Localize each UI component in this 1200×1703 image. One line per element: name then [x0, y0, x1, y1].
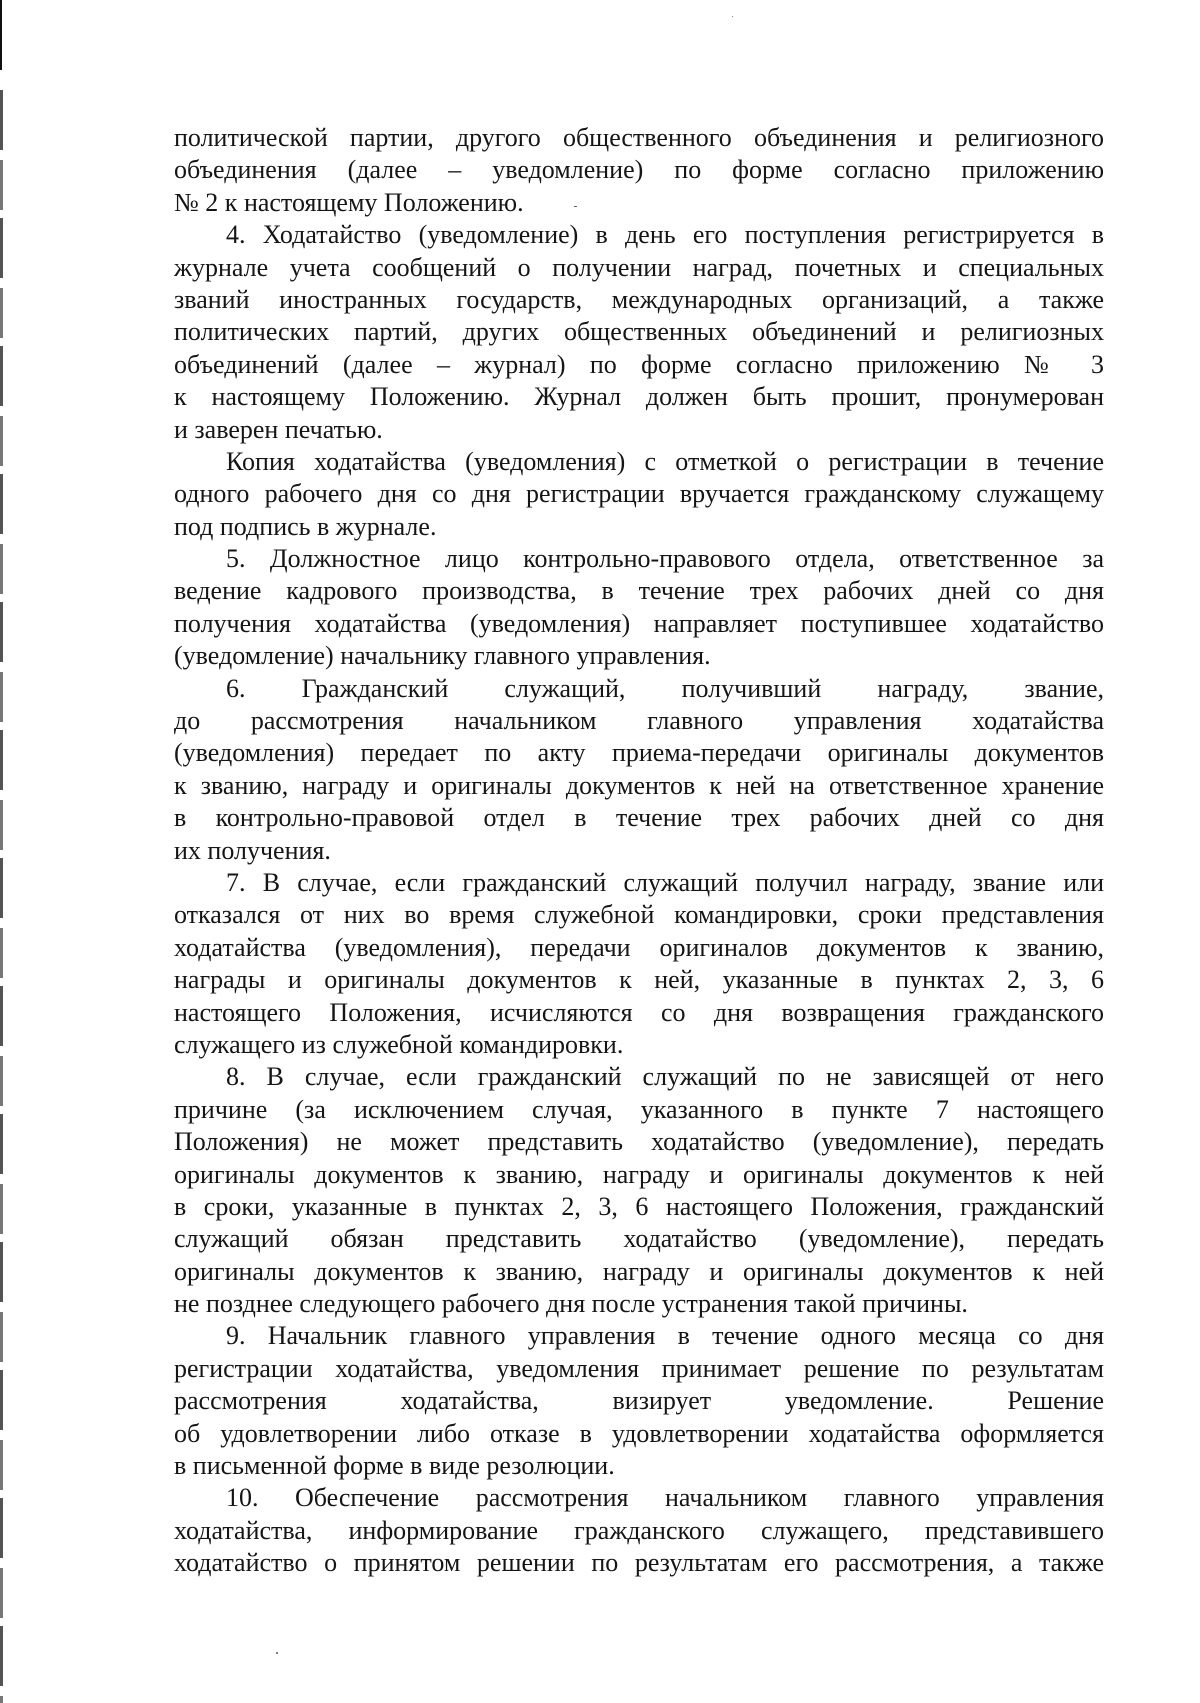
text-line: оригиналы документов к званию, награду и оригиналы документов к ней: [174, 1159, 1104, 1189]
text-line: объединений (далее – журнал) по форме согласно приложению № 3: [174, 349, 1104, 379]
text-line: Копия ходатайства (уведомления) с отметкой о регистрации в течение: [226, 446, 1104, 476]
scan-binding-edge: [0, 90, 3, 1703]
scan-binding-edge-top: [0, 0, 2, 70]
text-line: в контрольно-правовой отдел в течение трех рабочих дней со дня: [174, 803, 1104, 833]
text-line: политических партий, других общественных объединений и религиозных: [174, 317, 1104, 347]
text-line: в письменной форме в виде резолюции.: [174, 1451, 615, 1481]
scan-speck: [732, 16, 733, 17]
text-line: 10. Обеспечение рассмотрения начальником главного управления: [226, 1483, 1104, 1513]
text-line: (уведомление) начальнику главного управления.: [174, 641, 711, 671]
text-line: к званию, награду и оригиналы документов к ней на ответственное хранение: [174, 770, 1104, 800]
text-line: № 2 к настоящему Положению.: [174, 187, 524, 217]
text-line: (уведомления) передает по акту приема-передачи оригиналы документов: [174, 738, 1104, 768]
text-line: в сроки, указанные в пунктах 2, 3, 6 настоящего Положения, гражданский: [174, 1191, 1104, 1221]
text-line: политической партии, другого общественного объединения и религиозного: [174, 123, 1104, 152]
paragraph: [174, 673, 1104, 867]
text-line: рассмотрения ходатайства, визирует уведомление. Решение: [174, 1386, 1104, 1416]
text-line: 5. Должностное лицо контрольно-правового отдела, ответственное за: [226, 544, 1104, 574]
text-line: оригиналы документов к званию, награду и оригиналы документов к ней: [174, 1256, 1104, 1286]
text-line: об удовлетворении либо отказе в удовлетворении ходатайства оформляется: [174, 1418, 1104, 1448]
paragraph: [174, 219, 1104, 446]
text-line: причине (за исключением случая, указанного в пункте 7 настоящего: [174, 1094, 1104, 1124]
text-line: 9. Начальник главного управления в течение одного месяца со дня: [226, 1321, 1104, 1351]
text-line: одного рабочего дня со дня регистрации вручается гражданскому служащему: [174, 479, 1104, 509]
text-line: ходатайства (уведомления), передачи оригиналов документов к званию,: [174, 932, 1104, 962]
text-line: званий иностранных государств, международных организаций, а также: [174, 284, 1104, 314]
paragraph: [174, 1061, 1104, 1320]
paragraph: [174, 1482, 1104, 1579]
text-line: 8. В случае, если гражданский служащий по не зависящей от него: [226, 1062, 1104, 1092]
text-line: ходатайство о принятом решении по результатам его рассмотрения, а также: [174, 1548, 1104, 1578]
document-body: [174, 122, 1104, 1580]
text-line: награды и оригиналы документов к ней, указанные в пунктах 2, 3, 6: [174, 965, 1104, 995]
text-line: 7. В случае, если гражданский служащий получил награду, звание или: [226, 867, 1104, 897]
text-line: настоящего Положения, исчисляются со дня возвращения гражданского: [174, 997, 1104, 1027]
text-line: 4. Ходатайство (уведомление) в день его поступления регистрируется в: [226, 220, 1104, 250]
text-line: 6. Гражданский служащий, получивший награду, звание,: [226, 673, 1104, 703]
text-line: не позднее следующего рабочего дня после устранения такой причины.: [174, 1289, 968, 1319]
text-line: ведение кадрового производства, в течение трех рабочих дней со дня: [174, 576, 1104, 606]
text-line: получения ходатайства (уведомления) направляет поступившее ходатайство: [174, 608, 1104, 638]
text-line: их получения.: [174, 835, 331, 865]
text-line: отказался от них во время служебной командировки, сроки представления: [174, 900, 1104, 930]
text-line: до рассмотрения начальником главного управления ходатайства: [174, 706, 1104, 736]
text-line: журнале учета сообщений о получении наград, почетных и специальных: [174, 252, 1104, 282]
text-line: объединения (далее – уведомление) по форме согласно приложению: [174, 155, 1104, 185]
text-line: Положения) не может представить ходатайство (уведомление), передать: [174, 1127, 1104, 1157]
paragraph: [174, 867, 1104, 1061]
scan-speck: [276, 1652, 278, 1654]
text-line: регистрации ходатайства, уведомления принимает решение по результатам: [174, 1353, 1104, 1383]
text-line: служащего из служебной командировки.: [174, 1029, 624, 1059]
text-line: служащий обязан представить ходатайство (уведомление), передать: [174, 1224, 1104, 1254]
paragraph: [174, 1320, 1104, 1482]
text-line: и заверен печатью.: [174, 414, 383, 444]
text-line: ходатайства, информирование гражданского служащего, представившего: [174, 1515, 1104, 1545]
paragraph: [174, 543, 1104, 673]
paragraph: [174, 446, 1104, 543]
paragraph: [174, 122, 1104, 219]
text-line: к настоящему Положению. Журнал должен быть прошит, пронумерован: [174, 382, 1104, 412]
text-line: под подпись в журнале.: [174, 511, 437, 541]
